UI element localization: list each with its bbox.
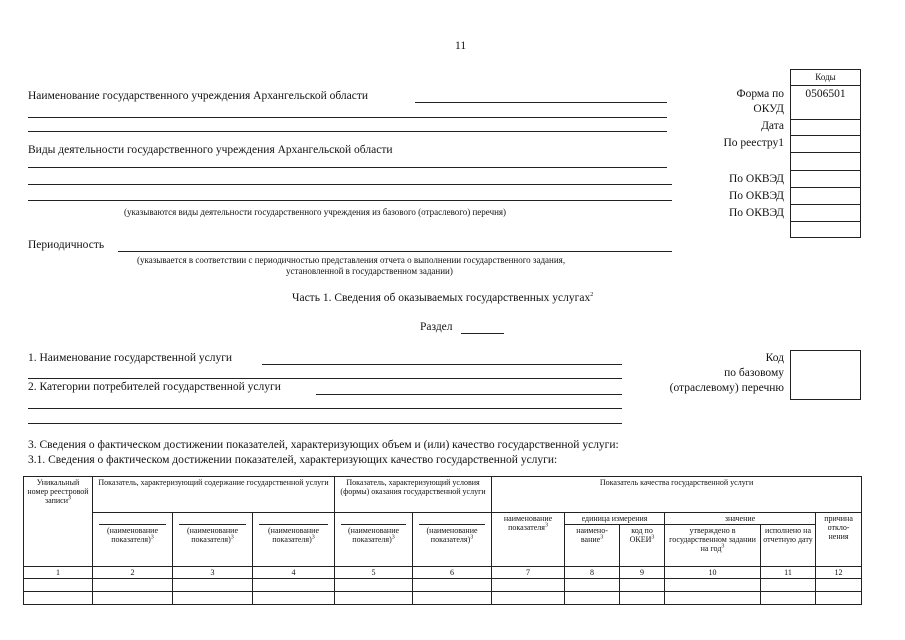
header-value: значение bbox=[665, 513, 816, 525]
col-number: 4 bbox=[253, 567, 335, 579]
codes-label-okved-1: По ОКВЭД bbox=[728, 173, 784, 185]
periodicity-label: Периодичность bbox=[28, 239, 105, 251]
okei-text: код по ОКЕИ bbox=[629, 526, 653, 544]
part-title-text: Часть 1. Сведения об оказываемых государственных услугах bbox=[292, 292, 591, 304]
header-indicator-4 bbox=[253, 513, 335, 567]
indicator-name: (наименование показателя) bbox=[106, 526, 158, 544]
sup: 3 bbox=[68, 495, 71, 502]
table-row bbox=[24, 592, 862, 605]
table-row bbox=[24, 579, 862, 592]
codes-label-form: Форма по bbox=[736, 88, 784, 100]
approved-text: утверждено в государственном задании на год bbox=[669, 526, 756, 553]
basic-code-label-2: по базовому bbox=[724, 367, 784, 379]
codes-label-date: Дата bbox=[761, 120, 784, 132]
activity-note: (указываются виды деятельности государственного учреждения из базового (отраслевого) перечня) bbox=[124, 207, 507, 217]
col-number: 10 bbox=[665, 567, 761, 579]
header-okei bbox=[620, 525, 665, 567]
consumer-category-label: 2. Категории потребителей государственной услуги bbox=[28, 381, 281, 393]
codes-label-registry: По реестру1 bbox=[723, 137, 784, 149]
basic-code-label-3: (отраслевому) перечню bbox=[669, 382, 784, 394]
header-approved bbox=[665, 525, 761, 567]
sup: 3 bbox=[600, 534, 604, 541]
indicator-name: (наименование показателя) bbox=[426, 526, 478, 544]
service-name-label: 1. Наименование государственной услуги bbox=[28, 352, 233, 364]
codes-label-okved-3: По ОКВЭД bbox=[728, 207, 784, 219]
sup: 3 bbox=[470, 534, 474, 541]
header-unit-name bbox=[565, 525, 620, 567]
col-number: 8 bbox=[565, 567, 620, 579]
header-indicator-name bbox=[492, 513, 565, 567]
header-done: исполнено на отчетную дату bbox=[761, 525, 816, 567]
col-number: 2 bbox=[93, 567, 173, 579]
page-number: 11 bbox=[455, 40, 467, 52]
header-indicator-6 bbox=[413, 513, 492, 567]
part-title bbox=[292, 292, 593, 304]
col-number: 6 bbox=[413, 567, 492, 579]
header-reason: причина откло- нения bbox=[816, 513, 862, 567]
periodicity-note-1: (указывается в соответствии с периодичностью представления отчета о выполнении государственного задания, bbox=[137, 255, 566, 265]
sup: 3 bbox=[721, 543, 725, 550]
codes-box bbox=[790, 85, 861, 238]
section3-title: 3. Сведения о фактическом достижении показателей, характеризующих объем и (или) качество государственной услуги: bbox=[28, 439, 619, 451]
codes-label-okud: ОКУД bbox=[753, 103, 784, 115]
sup: 3 bbox=[651, 534, 655, 541]
sup: 3 bbox=[391, 534, 395, 541]
header-quality: Показатель качества государственной услуги bbox=[492, 477, 862, 513]
header-unique-number-text: Уникальный номер реестровой записи bbox=[27, 478, 89, 505]
institution-name-label: Наименование государственного учреждения Архангельской области bbox=[28, 90, 369, 102]
basic-code-label-1: Код bbox=[765, 352, 784, 364]
header-conditions: Показатель, характеризующий условия (формы) оказания государственной услуги bbox=[335, 477, 492, 513]
header-indicator-5 bbox=[335, 513, 413, 567]
header-indicator-2 bbox=[93, 513, 173, 567]
indicator-name: (наименование показателя) bbox=[268, 526, 320, 544]
quality-indicators-table bbox=[23, 476, 862, 605]
indicator-name: (наименование показателя) bbox=[186, 526, 238, 544]
col-number: 9 bbox=[620, 567, 665, 579]
sup: 3 bbox=[544, 522, 548, 529]
header-unit: единица измерения bbox=[565, 513, 665, 525]
table-number-row bbox=[24, 567, 862, 579]
col-number: 7 bbox=[492, 567, 565, 579]
col-number: 11 bbox=[761, 567, 816, 579]
header-unique-number bbox=[24, 477, 93, 567]
sup: 3 bbox=[230, 534, 234, 541]
basic-code-box bbox=[790, 350, 861, 400]
sup: 3 bbox=[150, 534, 154, 541]
col-number: 3 bbox=[173, 567, 253, 579]
col-number: 1 bbox=[24, 567, 93, 579]
col-number: 12 bbox=[816, 567, 862, 579]
header-content: Показатель, характеризующий содержание государственной услуги bbox=[93, 477, 335, 513]
section-label: Раздел bbox=[420, 321, 453, 333]
header-indicator-3 bbox=[173, 513, 253, 567]
activity-types-label: Виды деятельности государственного учреждения Архангельской области bbox=[28, 144, 393, 156]
codes-label-okved-2: По ОКВЭД bbox=[728, 190, 784, 202]
col-number: 5 bbox=[335, 567, 413, 579]
okud-code: 0506501 bbox=[805, 88, 846, 100]
codes-header: Коды bbox=[790, 69, 861, 86]
indicator-name-text: наименование показателя bbox=[503, 514, 553, 532]
indicator-name: (наименование показателя) bbox=[348, 526, 400, 544]
periodicity-note-2: установленной в государственном задании) bbox=[286, 266, 453, 276]
part-title-sup: 2 bbox=[590, 292, 594, 299]
section3-subtitle: 3.1. Сведения о фактическом достижении показателей, характеризующих качество государственной услуги: bbox=[28, 454, 558, 466]
sup: 3 bbox=[311, 534, 315, 541]
unit-name-text: наимено- вание bbox=[576, 526, 608, 544]
